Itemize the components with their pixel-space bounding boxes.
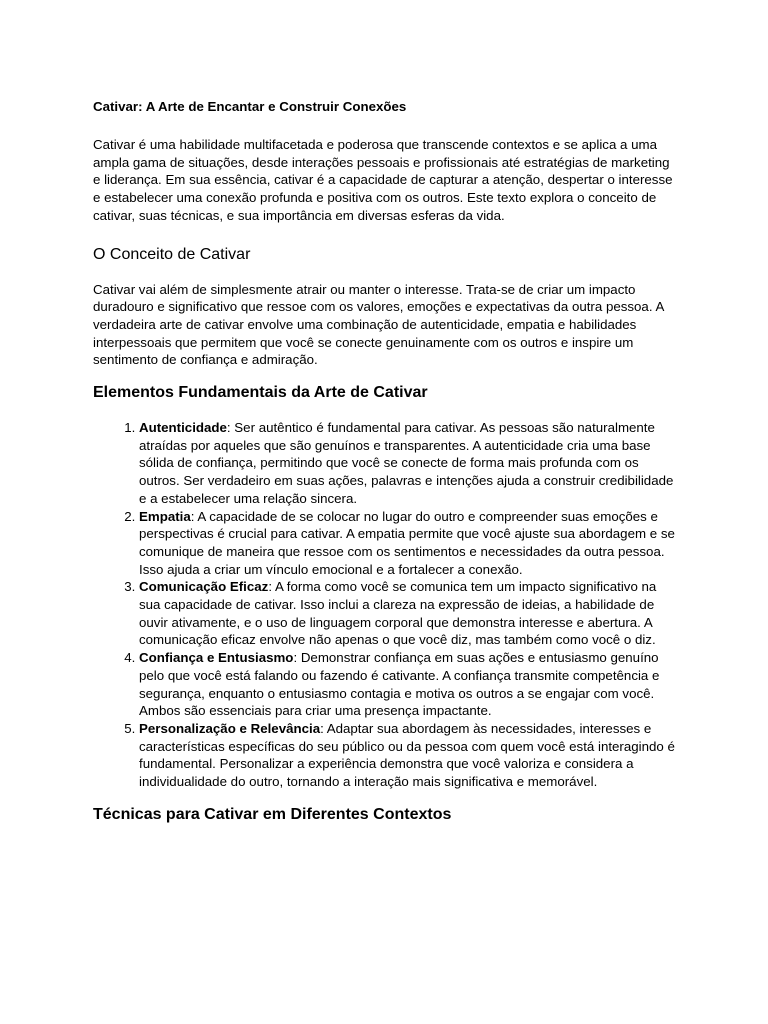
concept-paragraph: Cativar vai além de simplesmente atrair ou manter o interesse. Trata-se de criar um impacto duradouro e significativo que ressoe com os valores, emoções e expectativas da outra pessoa. A verdadeira arte de cativar envolve uma combinação de autenticidade, empatia e habilidades interpessoais que permitem que você se conecte genuinamente com os outros e inspire um sentimento de confiança e admiração. — [93, 281, 664, 368]
list-item-term: Confiança e Entusiasmo — [139, 650, 294, 666]
section-heading-concept: O Conceito de Cativar — [93, 245, 251, 263]
section-heading-techniques: Técnicas para Cativar em Diferentes Contextos — [93, 805, 452, 823]
list-item-term: Empatia — [139, 508, 191, 524]
list-item — [139, 419, 678, 508]
list-item-text: : A forma como você se comunica tem um impacto significativo na sua capacidade de cativar. Isso inclui a clareza na expressão de ideias, a habilidade de ouvir ativamente, e o uso de linguagem corporal que demonstra interesse e abertura. A comunicação eficaz envolve não apenas o que você diz, mas também como você o diz. — [139, 579, 657, 648]
list-item-term: Autenticidade — [139, 420, 227, 436]
intro-paragraph: Cativar é uma habilidade multifacetada e poderosa que transcende contextos e se aplica a uma ampla gama de situações, desde interações pessoais e profissionais até estratégias de marketing e liderança. Em sua essência, cativar é a capacidade de capturar a atenção, despertar o interesse e estabelecer uma conexão profunda e positiva com os outros. Este texto explora o conceito de cativar, suas técnicas, e sua importância em diversas esferas da vida. — [93, 137, 673, 223]
list-item-text: : Demonstrar confiança em suas ações e entusiasmo genuíno pelo que você está falando ou fazendo é cativante. A confiança transmite competência e segurança, enquanto o entusiasmo contagia e motiva os outros a se engajar com você. Ambos são essenciais para criar uma presença impactante. — [139, 650, 660, 719]
list-item-text: : A capacidade de se colocar no lugar do outro e compreender suas emoções e perspectivas é crucial para cativar. A empatia permite que você ajuste sua abordagem e se comunique de maneira que ressoe com os sentimentos e necessidades da outra pessoa. Isso ajuda a criar um vínculo emocional e a fortalecer a conexão. — [139, 508, 675, 577]
list-item-text: : Adaptar sua abordagem às necessidades, interesses e características específicas do seu público ou da pessoa com quem você está interagindo é fundamental. Personalizar a experiência demonstra que você valoriza e considera a individualidade do outro, tornando a interação mais significativa e memorável. — [139, 720, 675, 790]
list-item — [139, 649, 678, 720]
list-item-text: : Ser autêntico é fundamental para cativar. As pessoas são naturalmente atraídas por aqueles que são genuínos e transparentes. A autenticidade cria uma base sólida de confiança, permitindo que você se conecte de forma mais profunda com os outros. Ser verdadeiro em suas ações, palavras e intenções ajuda a construir credibilidade e a estabelecer uma relação sincera. — [139, 420, 674, 506]
list-item-term: Personalização e Relevância — [139, 720, 321, 736]
elements-list — [93, 419, 678, 791]
list-item — [139, 508, 678, 579]
list-item-term: Comunicação Eficaz — [139, 579, 269, 595]
document-title: Cativar: A Arte de Encantar e Construir Conexões — [93, 99, 407, 114]
section-heading-elements: Elementos Fundamentais da Arte de Cativar — [93, 384, 428, 402]
list-item — [139, 578, 678, 649]
list-item — [139, 720, 678, 791]
